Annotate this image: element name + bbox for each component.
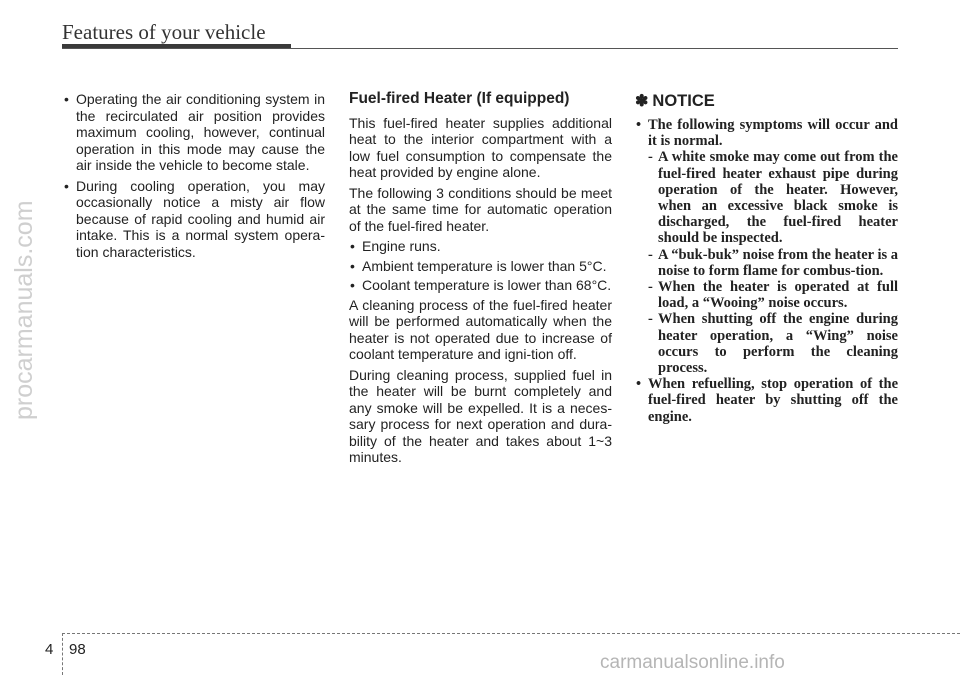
- column-left: [63, 91, 325, 264]
- list-item: • Ambient temperature is lower than 5°C.: [350, 257, 607, 274]
- paragraph: The following 3 conditions should be meet at the same time for automatic operation of the fuel-fired heater.: [349, 184, 612, 234]
- notice-body: [635, 117, 898, 425]
- paragraph: A cleaning process of the fuel-fired heater will be performed automatically when the heater is not operated due to increase of coolant temperature and igni-tion off.: [349, 296, 612, 362]
- conditions-list: [349, 238, 612, 294]
- chapter-number: 4: [45, 641, 54, 658]
- column-right: [635, 91, 898, 429]
- section-title: Fuel-fired Heater (If equipped): [349, 90, 570, 107]
- notice-list: [635, 376, 898, 425]
- header-divider: [62, 48, 898, 49]
- list-item: - A “buk-buk” noise from the heater is a noise to form flame for combus-tion.: [648, 246, 898, 279]
- footer-divider: [62, 633, 960, 634]
- header-title: Features of your vehicle: [62, 20, 266, 44]
- notice-list: [635, 117, 898, 149]
- list-item: • Engine runs.: [350, 238, 441, 254]
- list-item: - When the heater is operated at full load, a “Wooing” noise occurs.: [648, 279, 898, 312]
- side-watermark: procarmanuals.com: [10, 200, 38, 420]
- list-item: • During cooling operation, you may occasionally notice a misty air flow because of rapid cooling and humid air intake. This is a normal system opera-tion characteristics.: [64, 177, 325, 260]
- footer-vertical-divider: [62, 633, 63, 675]
- notice-sub-list: [635, 149, 898, 376]
- column-middle: [349, 91, 612, 470]
- ac-bullet-list: [63, 91, 325, 260]
- notice-star-icon: ✽: [635, 93, 649, 110]
- paragraph: During cleaning process, supplied fuel in the heater will be burnt completely and any smoke will be expelled. It is a neces-sary process for next operation and dura-bility of the heater and takes about 1~3 minutes.: [349, 366, 612, 465]
- list-item: • Coolant temperature is lower than 68°C.: [350, 277, 612, 293]
- notice-heading: [635, 91, 898, 111]
- footer-watermark: carmanualsonline.info: [600, 652, 785, 673]
- page-number: 98: [69, 641, 86, 658]
- paragraph: This fuel-fired heater supplies additional heat to the interior compartment with a low fuel consumption to compensate the heat provided by engine alone.: [349, 114, 612, 180]
- list-item: - When shutting off the engine during heater operation, a “Wing” noise occurs to perform the cleaning process.: [648, 311, 898, 377]
- list-item: • When refuelling, stop operation of the fuel-fired heater by shutting off the engine.: [636, 376, 898, 425]
- notice-title: NOTICE: [652, 91, 715, 110]
- list-item: • The following symptoms will occur and it is normal.: [636, 117, 898, 150]
- list-item: - A white smoke may come out from the fuel-fired heater exhaust pipe during operation of the heater. However, when an excessive black smoke is discharged, the fuel-fired heater should be inspected.: [648, 149, 898, 247]
- list-item: • Operating the air conditioning system in the recirculated air position provides maximum cooling, however, continual operation in this mode may cause the air inside the vehicle to become stale.: [64, 91, 325, 173]
